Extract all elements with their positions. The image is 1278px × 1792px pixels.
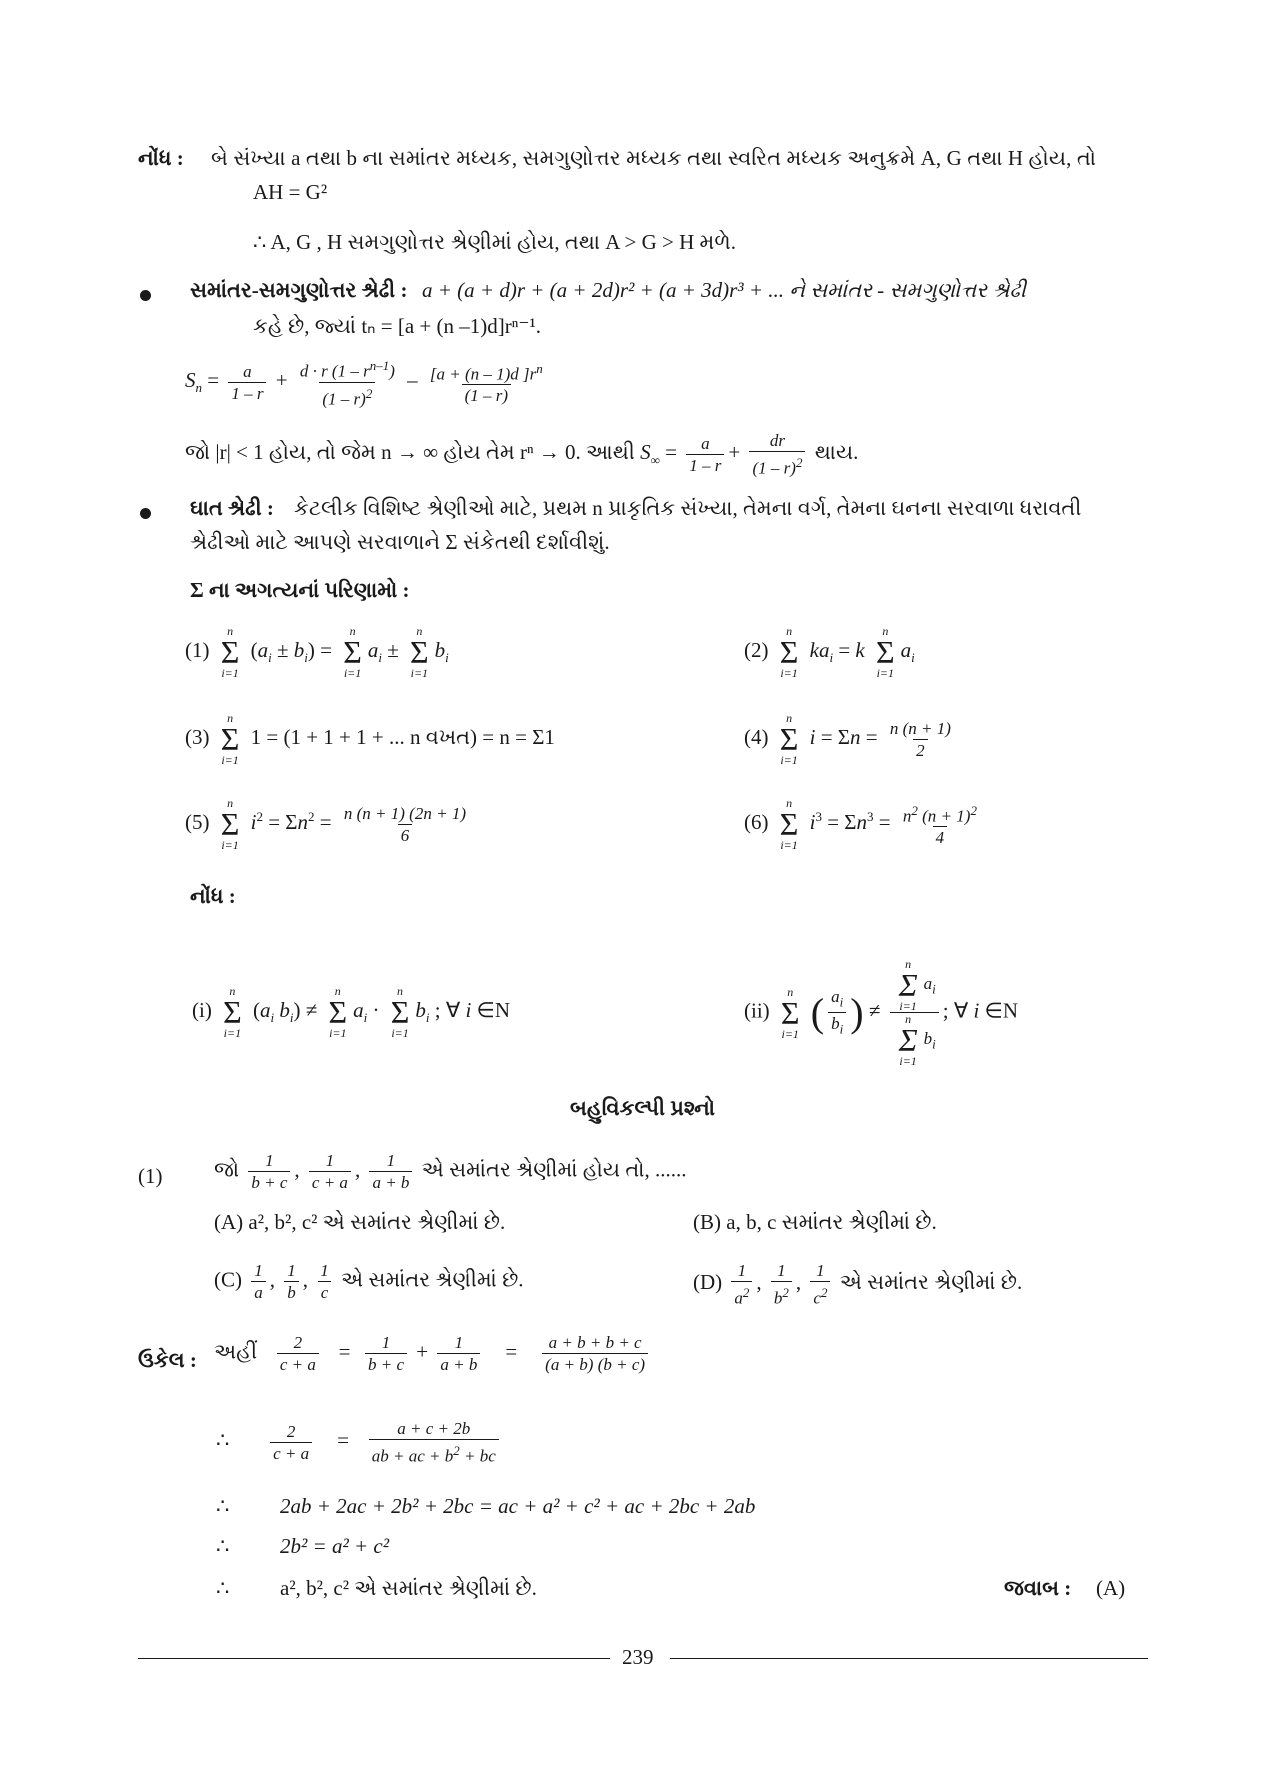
solution-step2: ∴ $\frac{2}{c + a}$ = $\frac{a + c + 2b}{ab + ac + b^2 + bc}$ bbox=[216, 1418, 503, 1467]
power-series-title: ઘાત શ્રેઢી : bbox=[190, 496, 274, 520]
limit-line: જો |r| < 1 હોય, તો જેમ n → ∞ હોય તેમ rⁿ → 0. આથી $S_\infty$ = $\frac{a}{1 - r}$ + $\frac{dr}{(1 - r)^2}$ થાય. bbox=[185, 431, 859, 478]
note-conclusion: ∴ A, G , H સમગુણોત્તર શ્રેણીમાં હોય, તથા A > G > H મળે. bbox=[253, 230, 737, 254]
question-suffix: એ સમાંતર શ્રેણીમાં હોય તો, ...... bbox=[421, 1157, 687, 1182]
option-d-label: (D) bbox=[693, 1270, 723, 1295]
result-label: (4) bbox=[744, 724, 769, 749]
option-d: (D) $\frac{1}{a^2}$ , $\frac{1}{b^2}$ , $\frac{1}{c^2}$ એ સમાંતર શ્રેણીમાં છે. bbox=[693, 1261, 1023, 1308]
solution-step3: 2ab + 2ac + 2b² + 2bc = ac + a² + c² + ac + 2bc + 2ab bbox=[280, 1494, 756, 1518]
note-label: નોંધ : bbox=[138, 146, 184, 170]
option-a: (A) a², b², c² એ સમાંતર શ્રેણીમાં છે. bbox=[214, 1210, 506, 1234]
solution-step1: અહીં $\frac{2}{c + a}$ = $\frac{1}{b + c}$ + $\frac{1}{a + b}$ = $\frac{a + b + b + c}{(a + b) (b + c)}$ bbox=[214, 1332, 652, 1375]
limit-tail: થાય. bbox=[814, 440, 859, 465]
note2-item-i: (i) n Σ i=1 ($a_i$ $b_i$) ≠ n Σ i=1 $a_i$ · n Σ i=1 $b_i$ ; ∀ i ∈N bbox=[192, 984, 510, 1040]
option-c: (C) $\frac{1}{a}$ , $\frac{1}{b}$ , $\frac{1}{c}$ એ સમાંતર શ્રેણીમાં છે. bbox=[214, 1261, 524, 1302]
bullet-icon bbox=[140, 508, 151, 519]
ag-series-text: a + (a + d)r + (a + 2d)r² + (a + 3d)r³ + ... ને સમાંતર - સમગુણોત્તર શ્રેઢી bbox=[422, 278, 1026, 302]
sn-formula: $S_n$ = $\frac{a}{1 - r}$ + $\frac{d \cdot r (1 - r^{n-1})}{(1 - r)^2}$ – $\frac{[a + (n - 1)d ]r^n}{(1 - r)}$ bbox=[185, 358, 543, 409]
ag-series-line2: કહે છે, જ્યાં tₙ = [a + (n –1)d]rⁿ⁻¹. bbox=[253, 314, 541, 338]
footer-rule-right bbox=[670, 1658, 1148, 1659]
therefore-icon: ∴ bbox=[216, 1534, 230, 1558]
answer-value: (A) bbox=[1096, 1576, 1126, 1600]
page-number: 239 bbox=[622, 1645, 654, 1669]
results-title: Σ ના અગત્યનાં પરિણામો : bbox=[190, 578, 410, 602]
solution-label: ઉકેલ : bbox=[138, 1348, 197, 1372]
footer-rule-left bbox=[138, 1658, 610, 1659]
note2-label: નોંધ : bbox=[190, 884, 236, 908]
result-label: (3) bbox=[185, 724, 210, 749]
question-number: (1) bbox=[138, 1164, 163, 1188]
solution-step4: 2b² = a² + c² bbox=[280, 1534, 390, 1558]
result-4: (4) n Σ i=1 i = Σn = $\frac{n (n + 1)}{2}$ bbox=[744, 711, 951, 767]
result-label: (6) bbox=[744, 809, 769, 834]
result-5: (5) n Σ i=1 $i^2 = \Sigma n^2$ = $\frac{n (n + 1) (2n + 1)}{6}$ bbox=[185, 796, 466, 852]
result-label: (1) bbox=[185, 637, 210, 662]
bullet-icon bbox=[140, 290, 151, 301]
power-series-text2: શ્રેઢીઓ માટે આપણે સરવાળાને Σ સંકેતથી દર્શાવીશું. bbox=[190, 530, 610, 554]
mcq-heading: બહુવિકલ્પી પ્રશ્નો bbox=[570, 1096, 716, 1120]
result-3: (3) n Σ i=1 1 = (1 + 1 + 1 + ... n વખત) = n = Σ1 bbox=[185, 711, 555, 767]
note-formula: AH = G² bbox=[253, 180, 328, 204]
result-3-text: 1 = (1 + 1 + 1 + ... n વખત) = n = Σ1 bbox=[250, 724, 555, 749]
note2-label-ii: (ii) bbox=[744, 998, 770, 1023]
solution-here: અહીં bbox=[214, 1339, 258, 1364]
ag-series-title: સમાંતર-સમગુણોત્તર શ્રેઢી : bbox=[190, 278, 408, 302]
note-text: બે સંખ્યા a તથા b ના સમાંતર મધ્યક, સમગુણોત્તર મધ્યક તથા સ્વરિત મધ્યક અનુક્રમે A, G તથા H હોય, તો bbox=[211, 146, 1097, 170]
option-c-tail: એ સમાંતર શ્રેણીમાં છે. bbox=[341, 1267, 524, 1292]
note2-item-ii: (ii) n Σ i=1 ( $\frac{a_i}{b_i}$ ) ≠ n Σ i=1 $a_i$ n Σ i=1 $b_i$ ; ∀ i ∈N bbox=[744, 957, 1018, 1068]
option-b: (B) a, b, c સમાંતર શ્રેણીમાં છે. bbox=[693, 1210, 937, 1234]
question-prefix: જો bbox=[214, 1157, 240, 1182]
solution-step5: a², b², c² એ સમાંતર શ્રેણીમાં છે. bbox=[280, 1576, 537, 1600]
result-label: (2) bbox=[744, 637, 769, 662]
option-c-label: (C) bbox=[214, 1267, 242, 1292]
answer-label: જવાબ : bbox=[1004, 1576, 1072, 1600]
result-1: (1) n Σ i=1 $(a_i \pm b_i)$ = n Σ i=1 $a_i$ ± n Σ i=1 $b_i$ bbox=[185, 624, 449, 680]
result-2: (2) n Σ i=1 $ka_i = k$ n Σ i=1 $a_i$ bbox=[744, 624, 915, 680]
therefore-icon: ∴ bbox=[216, 1576, 230, 1600]
question-text: જો $\frac{1}{b + c}$ , $\frac{1}{c + a}$ , $\frac{1}{a + b}$ એ સમાંતર શ્રેણીમાં હોય તો, ...... bbox=[214, 1151, 687, 1192]
result-label: (5) bbox=[185, 809, 210, 834]
limit-text: જો |r| < 1 હોય, તો જેમ n → ∞ હોય તેમ rⁿ → 0. આથી bbox=[185, 440, 635, 465]
note2-label-i: (i) bbox=[192, 997, 212, 1022]
therefore-icon: ∴ bbox=[216, 1494, 230, 1518]
result-6: (6) n Σ i=1 $i^3 = \Sigma n^3$ = $\frac{n^2 (n + 1)^2}{4}$ bbox=[744, 796, 977, 852]
option-d-tail: એ સમાંતર શ્રેણીમાં છે. bbox=[839, 1270, 1023, 1295]
power-series-text1: કેટલીક વિશિષ્ટ શ્રેણીઓ માટે, પ્રથમ n પ્રાકૃતિક સંખ્યા, તેમના વર્ગ, તેમના ઘનના સરવાળા ધરાવતી bbox=[294, 496, 1082, 520]
